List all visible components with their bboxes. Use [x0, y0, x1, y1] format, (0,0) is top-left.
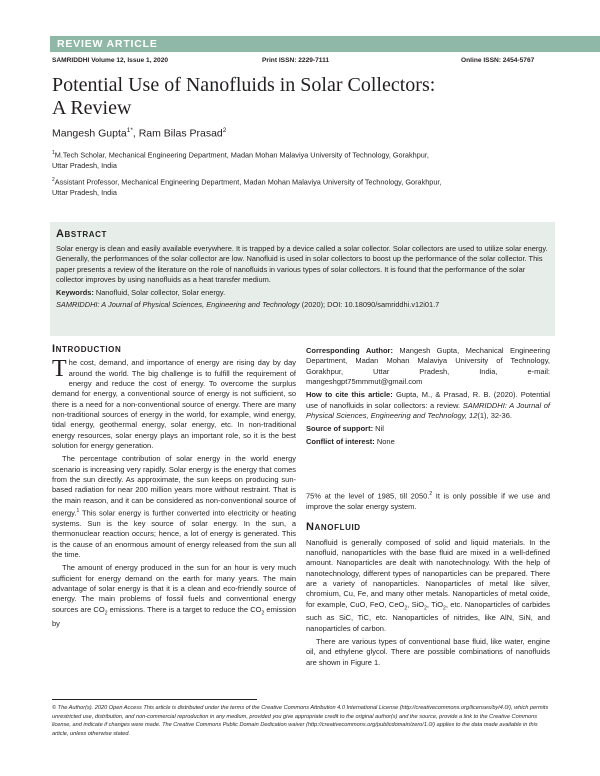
corr-text: Mangesh Gupta, Mechanical Engineering Department, Madan Mohan Malaviya University of Technology, Gorakhpur, Uttar Pradesh, India, e-mail: mangeshgpt75mmmut@gmail.com — [306, 346, 550, 387]
tio2-sub: 2 — [443, 605, 446, 612]
cont-a-text: 75% at the level of 1985, till 2050. — [306, 491, 430, 501]
how-to-cite — [306, 390, 550, 421]
abstract-heading: Abstract — [56, 228, 107, 240]
intro-paragraph-2 — [52, 454, 296, 560]
n1b-text: , SiO — [407, 599, 425, 609]
intro-p3c-text: emission by — [52, 604, 296, 628]
nanofluid-heading: Nanofluid — [306, 521, 361, 534]
intro-p3b-text: emissions. There is a target to reduce the CO — [107, 604, 262, 614]
affiliation-1 — [52, 148, 552, 171]
affiliation-1-text: M.Tech Scholar, Mechanical Engineering Department, Madan Mohan Malaviya University of Technology, Gorakhpur, — [54, 150, 429, 160]
intro-p3a-text: The amount of energy produced in the sun for an hour is very much sufficient for energy demand on the earth for many years. The main advantage of solar energy is that it is a clean and eco-friendly source of energy. The main problems of fossil fuels and conventional energy sources are CO — [52, 563, 296, 614]
footnote-divider — [52, 699, 257, 700]
introduction-heading: Introduction — [52, 343, 122, 355]
affiliation-1-num: 1 — [52, 150, 55, 156]
license-footnote: © The Author(s). 2020 Open Access This article is distributed under the terms of the Creative Commons Attribution 4.0 International License (http://creativecommons.org/licenses/by/4.0/), which permits unrestricted use, distribution, and non-commercial reproduction in any medium, provided you give appropriate credit to the original author(s) and the source, provide a link to the Creative Commons license, and indicate if changes were made. The Creative Commons Public Domain Dedication waiver (http://creativecommons.org/publicdomain/zero/1.0/) applies to the data made available in this article, unless otherwise stated. — [52, 705, 549, 737]
title-line-2: A Review — [52, 97, 132, 119]
affiliation-1-text2: Uttar Pradesh, India — [52, 160, 117, 170]
co2-sub-2: 2 — [261, 610, 265, 617]
affiliation-2-num: 2 — [52, 177, 55, 183]
left-column — [52, 344, 296, 629]
cont-ref: 2 — [429, 491, 433, 497]
author-list — [52, 127, 226, 140]
online-issn: Online ISSN: 2454-5767 — [461, 57, 535, 64]
keywords-text: Nanofluid, Solar collector, Solar energy. — [93, 287, 226, 297]
drop-cap: T — [52, 356, 67, 383]
article-title — [52, 74, 552, 120]
right-column-body — [306, 489, 550, 668]
intro-p1-text: he cost, demand, and importance of energy are rising day by day around the world. The big challenge is to fulfill the requirement of energy and reduce the cost of energy. To overcome the surplus demand for energy, a conventional source of energy is not sufficient, so there is a need for a non-conventional source of energy. There are many non-traditional sources of energy in the world, for example, wind energy, tidal energy, geothermal energy, solar energy, etc. In non-traditional energy resources, solar energy plays an important role, so it is the best solution for energy generation. — [52, 358, 296, 451]
cite-journal: SAMRIDDHI: A Journal of Physical Sciences, Engineering and Technology, 12 — [306, 400, 550, 421]
ceo2-sub: 2 — [404, 605, 408, 612]
n1c-text: , TiO — [426, 599, 444, 609]
conflict-text: None — [374, 436, 395, 446]
doi-text: (2020); DOI: 10.18090/samriddhi.v12i01.7 — [299, 300, 440, 310]
cite-label: How to cite this article: — [306, 390, 393, 400]
corresponding-author — [306, 346, 550, 387]
cite-tail: (1), 32-36. — [477, 411, 512, 421]
author-separator: , — [132, 127, 139, 140]
source-of-support — [306, 424, 550, 434]
conflict-label: Conflict of interest: — [306, 436, 375, 446]
affiliation-2-text2: Uttar Pradesh, India — [52, 187, 117, 197]
abstract-text: Solar energy is clean and easily available everywhere. It is trapped by a device called a solar collector. Solar collectors are used to utilize solar energy. Generally, the performances of the solar collector are low. Nanofluid is used in solar collectors to boost up the performance of the solar collector. This paper presents a review of the literature on the role of nanofluids in various types of solar collectors. It is found that the performance of the solar collector improves by using nanofluids as a heat transfer medium. — [56, 244, 548, 285]
support-label: Source of support: — [306, 424, 374, 434]
abstract-section — [50, 222, 555, 336]
continued-paragraph — [306, 489, 550, 512]
n1d-text: , etc. Nanoparticles of carbides such as SiC, TiC, etc. Nanoparticles of nitrides, like AlN, SiN, and nanoparticles of carbon. — [306, 599, 550, 633]
keywords-label: Keywords: — [56, 287, 94, 297]
article-type-banner: REVIEW ARTICLE — [50, 36, 600, 52]
intro-p2a-text: The percentage contribution of solar energy in the world energy scenario is increasing very rapidly. Solar energy is the energy that comes from the sun directly. As approximate, the sun keeps on producing sun-based radiation for near 200 million years more without restraint. That is the main reason, and it can be considered as non-conventional source of energy. — [52, 454, 296, 518]
journal-doi-line — [56, 300, 549, 310]
affiliation-2 — [52, 175, 552, 198]
journal-name: SAMRIDDHI: A Journal of Physical Sciences, Engineering and Technology — [56, 300, 300, 310]
volume-info: SAMRIDDHI Volume 12, Issue 1, 2020 — [52, 57, 169, 64]
keywords — [56, 288, 549, 298]
nanofluid-paragraph-2: There are various types of conventional base fluid, like water, engine oil, and ethylene glycol. There are possible combinations of nanofluids are shown in Figure 1. — [306, 637, 550, 667]
author-2: Ram Bilas Prasad — [138, 127, 223, 140]
intro-p2b-text: This solar energy is further converted into electricity or heating systems. Sun is the key source of solar energy. In the sun, a thermonuclear reaction occurs; hence, a lot of energy is generated. This is the cause of an enormous amount of energy released from the sun all the time. — [52, 508, 296, 560]
sio2-sub: 2 — [424, 605, 427, 612]
right-column — [306, 346, 550, 447]
author-1-sup: 1* — [126, 127, 133, 134]
intro-paragraph-1 — [52, 358, 296, 451]
affiliation-2-text: Assistant Professor, Mechanical Engineering Department, Madan Mohan Malaviya University of Technology, Gorakhpur, — [54, 177, 442, 187]
title-line-1: Potential Use of Nanofluids in Solar Collectors: — [52, 74, 436, 96]
cite-text: Gupta, M., & Prasad, R. B. (2020). Potential use of nanofluids in solar collectors: a review. — [306, 390, 550, 410]
intro-p2-ref: 1 — [76, 508, 80, 515]
print-issn: Print ISSN: 2229-7111 — [262, 57, 330, 64]
author-1: Mangesh Gupta — [52, 127, 127, 140]
author-2-sup: 2 — [222, 127, 227, 134]
conflict-of-interest — [306, 437, 550, 447]
corr-label: Corresponding Author: — [306, 346, 393, 355]
co2-sub-1: 2 — [104, 610, 108, 617]
intro-paragraph-3 — [52, 563, 296, 629]
n1a-text: Nanofluid is generally composed of solid and liquid materials. In the nanofluid, nanoparticles with the base fluid are mixed in a well-defined amount. Nanoparticles are dealt with nanotechnology. With the help of nanotechnology, different types of nanoparticles can be prepared. There are a variety of nanoparticles. Nanoparticles of metal like silver, chromium, Cu, Fe, and many other metals. Nanoparticles of metal oxide, for example, CuO, FeO, CeO — [306, 537, 550, 609]
nanofluid-paragraph-1 — [306, 538, 550, 635]
support-text: Nil — [373, 424, 384, 434]
cont-b-text: It is only possible if we use and improve the solar energy system. — [306, 491, 550, 511]
